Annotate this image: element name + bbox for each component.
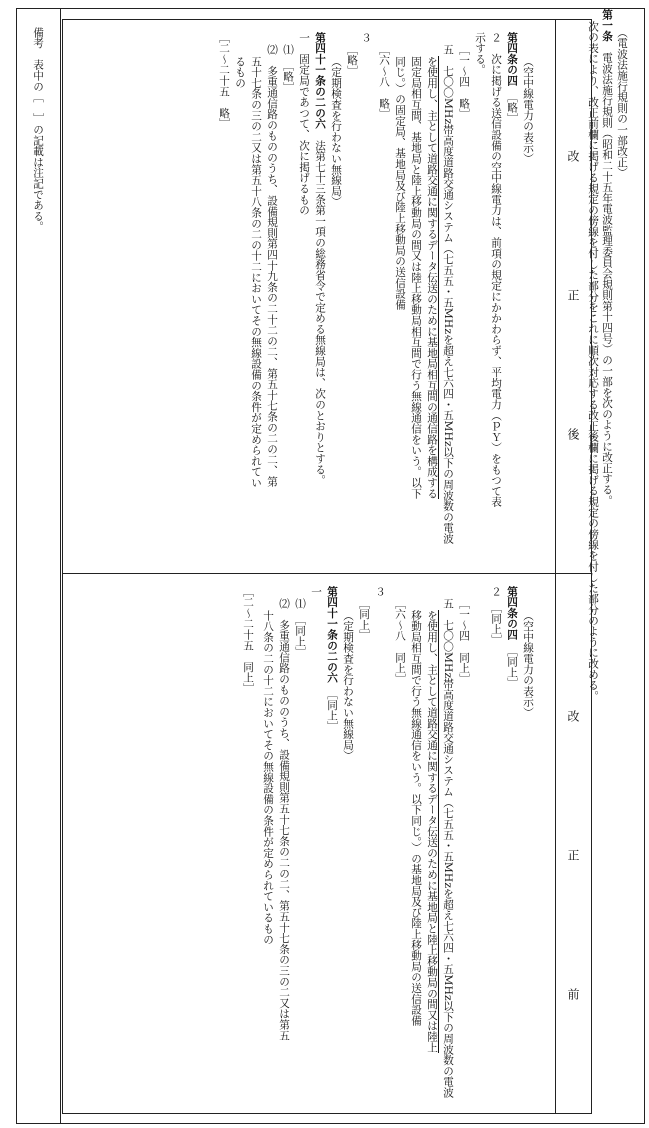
before-items-2-25: ［二～二十五 同上］	[242, 586, 254, 694]
after-sub2-line1: ⑵ 多重通信路のもののうち、設備規則第四十九条の二十二の二、第五十七条の二の二、第	[266, 44, 278, 487]
after-para2-line2: 示する。	[474, 32, 486, 76]
after-caption-inspection: （定期検査を行わない無線局）	[330, 56, 342, 208]
before-item-one: 一	[310, 586, 322, 597]
before-sub1: ⑴ ［同上］	[294, 598, 306, 658]
after-item-one: 一 固定局であつて、次に掲げるもの	[298, 32, 310, 216]
after-item5-line4: 同じ。）の固定局、基地局及び陸上移動局の送信設備	[394, 56, 406, 310]
before-article-41-2-6: 第四十一条の二の六 ［同上］	[326, 586, 338, 732]
before-cell	[63, 574, 555, 1114]
comparison-table	[62, 19, 592, 1114]
before-item5-line2: を使用し、主として道路交通に関するデータ伝送のために基地局と陸上移動局の間又は陸上	[426, 610, 438, 1053]
article-one	[600, 9, 613, 506]
after-column-header: 改 正 後	[566, 150, 580, 440]
before-caption-airpower: （空中線電力の表示）	[522, 610, 534, 718]
before-item5-line3: 移動局相互間で行う無線通信をいう。以下同じ。）の基地局及び陸上移動局の送信設備	[410, 610, 422, 1026]
after-items-6-8: ［六～八 略］	[378, 44, 390, 120]
before-sub2-line1: ⑵ 多重通信路のもののうち、設備規則第五十七条の二の二、第五十七条の三の二又は第五	[278, 598, 290, 1041]
after-caption-airpower: （空中線電力の表示）	[522, 56, 534, 164]
before-sub2-line2: 十八条の二の十二においてその無線設備の条件が定められているもの	[262, 610, 274, 945]
after-article-4-4: 第四条の四 ［略］	[506, 32, 518, 124]
article-one-body: 電波法施行規則（昭和二十五年電波監理委員会規則第十四号）の一部を次のように改正する。	[601, 52, 613, 506]
before-caption-inspection: （定期検査を行わない無線局）	[342, 610, 354, 762]
before-para2: ２ ［同上］	[490, 586, 502, 646]
remarks-text: 備考 表中の［ ］の記載は注記である。	[32, 27, 44, 233]
page-frame	[16, 8, 645, 1124]
before-item5-line1: 五 七〇〇MHz帯高度道路交通システム（七五五・五MHzを超え七六四・五MHz以下の周波数の電波	[442, 598, 454, 1099]
before-items-1-4: ［一～四 同上］	[458, 598, 470, 685]
before-article-4-4: 第四条の四 ［同上］	[506, 586, 518, 689]
after-sub2-line2: 五十七条の三の二又は第五十八条の二の十二においてその無線設備の条件が定められてい	[250, 56, 262, 488]
after-sub2-line3: るもの	[234, 56, 246, 89]
after-items-2-25: ［二～二十五 略］	[218, 32, 230, 130]
instruction-text: 次の表により、改正前欄に掲げる規定の傍線を付した部分をこれに順次対応する改正後欄に掲げる規定の傍線を付した部分のように改める。	[587, 21, 599, 702]
remarks-column	[17, 9, 61, 1123]
article-one-label: 第一条	[601, 9, 613, 42]
before-column-header: 改 正 前	[566, 710, 580, 1000]
before-para3-body: ［同上］	[358, 598, 370, 642]
after-cell	[63, 20, 555, 573]
after-item5-line1: 五 七〇〇MHz帯高度道路交通システム（七五五・五MHzを超え七六四・五MHz以下の周波数の電波	[442, 44, 454, 545]
after-item5-line3: 固定局相互間、基地局と陸上移動局の間又は陸上移動局相互間で行う無線通信をいう。以下	[410, 56, 422, 499]
amendment-title: （電波法施行規則の一部改正）	[616, 27, 628, 179]
before-para3: ３	[374, 586, 386, 597]
after-para3: ３	[360, 32, 372, 43]
after-article-41-2-6: 第四十一条の二の六 法第七十三条第一項の総務省令で定める無線局は、次のとおりとする。	[314, 32, 326, 486]
after-items-1-4: ［一～四 略］	[458, 44, 470, 120]
after-para3-body: ［略］	[346, 44, 358, 77]
after-item5-line2: を使用し、主として道路交通に関するデータ伝送のために基地局相互間の通信路を構成する	[426, 56, 438, 499]
after-sub1: ⑴ ［略］	[282, 44, 294, 93]
after-para2-line1: ２ 次に掲げる送信設備の空中線電力は、前項の規定にかかわらず、平均電力（ｐＹ）をもつて表	[490, 32, 502, 508]
before-items-6-8: ［六～八 同上］	[394, 598, 406, 685]
